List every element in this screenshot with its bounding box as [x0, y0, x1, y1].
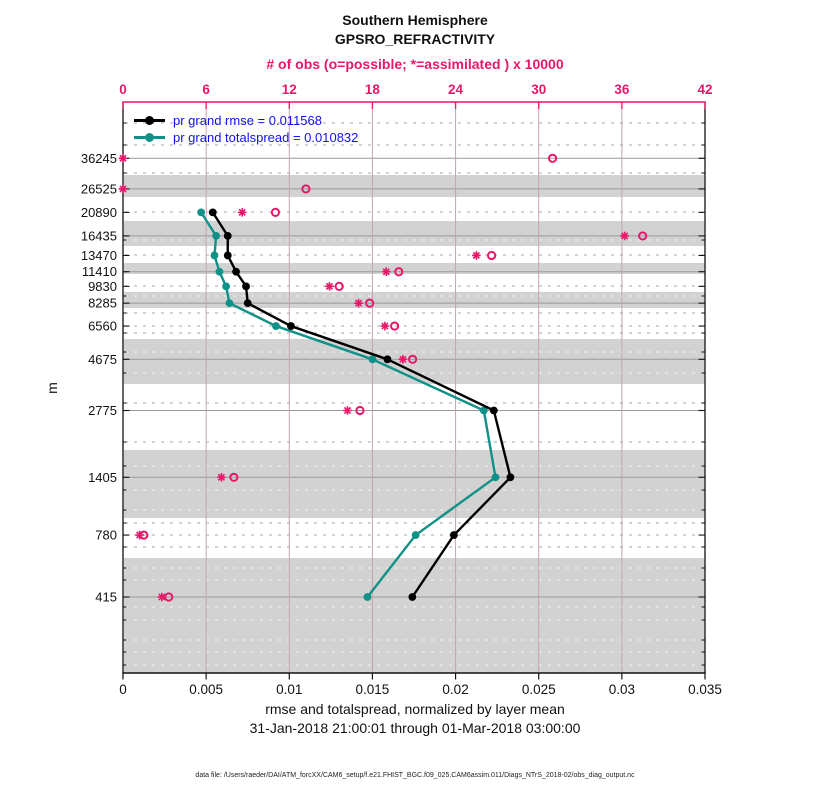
x-tick-label: 0.035: [688, 682, 722, 697]
rmse-point-marker: [490, 407, 498, 415]
rmse-point-marker: [224, 252, 232, 260]
spread-point-marker: [272, 322, 280, 330]
data-file-path: data file: /Users/raeder/DAI/ATM_forcXX/CAM6_setup/f.e21.FHIST_BGC.f09_025.CAM6assim.011/Diags_NTrS_2018-02/obs_diag_output.nc: [195, 772, 635, 779]
obs-assimilated-marker: [238, 208, 247, 217]
y-tick-label: 6560: [88, 318, 117, 334]
rmse-point-marker: [224, 232, 232, 240]
x-tick-label: 0: [119, 682, 127, 697]
top-tick-label: 36: [614, 82, 630, 97]
y-tick-label: 8285: [88, 295, 117, 311]
obs-assimilated-marker: [399, 355, 408, 364]
top-tick-label: 42: [697, 82, 713, 97]
legend-item-rmse: [134, 112, 358, 129]
rmse-point-marker: [242, 282, 250, 290]
rmse-point-marker: [232, 268, 240, 276]
spread-point-marker: [492, 473, 500, 481]
obs-assimilated-marker: [354, 299, 363, 308]
y-tick-label: 36245: [80, 150, 117, 166]
top-tick-label: 18: [364, 82, 380, 97]
rmse-line-swatch-icon: [134, 119, 165, 122]
y-tick-label: 26525: [80, 181, 117, 197]
y-tick-label: 415: [95, 589, 117, 605]
y-tick-label: 16435: [80, 228, 117, 244]
obs-assimilated-marker: [620, 232, 629, 241]
rmse-point-marker: [383, 355, 391, 363]
layer-shading-band: [124, 175, 705, 197]
x-tick-label: 0.005: [189, 682, 224, 697]
rmse-point-marker: [244, 299, 252, 307]
top-tick-label: 24: [448, 82, 464, 97]
spread-point-marker: [216, 268, 224, 276]
spread-point-marker: [412, 531, 420, 539]
obs-assimilated-marker: [158, 593, 167, 602]
x-tick-label: 0.015: [355, 682, 390, 697]
spread-point-marker: [364, 593, 372, 601]
rmse-point-marker: [209, 208, 217, 216]
obs-assimilated-marker: [325, 282, 334, 291]
chart-subtitle: GPSRO_REFRACTIVITY: [334, 31, 496, 47]
y-tick-label: 20890: [80, 204, 117, 220]
obs-assimilated-marker: [119, 154, 128, 163]
rmse-point-marker: [450, 531, 458, 539]
layer-shading-band: [124, 221, 705, 246]
layer-shading-band: [124, 450, 705, 518]
x-tick-label: 0.01: [276, 682, 303, 697]
obs-assimilated-marker: [382, 267, 391, 276]
y-tick-label: 13470: [80, 247, 117, 263]
obs-assimilated-marker: [119, 185, 128, 194]
spread-line-swatch-icon: [134, 136, 165, 139]
layer-shading-band: [124, 292, 705, 308]
spread-point-marker: [222, 282, 230, 290]
top-tick-label: 12: [281, 82, 297, 97]
x-tick-label: 0.025: [521, 682, 556, 697]
legend-spread-label: pr grand totalspread = 0.010832: [173, 130, 359, 145]
y-tick-label: 2775: [88, 403, 117, 419]
y-axis-label: m: [43, 382, 60, 394]
rmse-point-marker: [287, 322, 295, 330]
spread-point-marker: [212, 232, 220, 240]
rmse-point-marker: [507, 473, 515, 481]
spread-point-marker: [211, 252, 219, 260]
spread-point-marker: [197, 208, 205, 216]
rmse-point-marker: [408, 593, 416, 601]
obs-assimilated-marker: [472, 251, 481, 260]
obs-assimilated-marker: [135, 531, 144, 540]
obs-possible-marker: [272, 209, 279, 216]
x-axis-label: rmse and totalspread, normalized by layer mean: [265, 701, 565, 717]
x-tick-label: 0.03: [608, 682, 635, 697]
top-axis-label: # of obs (o=possible; *=assimilated ) x 10000: [266, 56, 564, 72]
y-tick-label: 780: [95, 527, 117, 543]
top-tick-label: 30: [531, 82, 547, 97]
obs-assimilated-marker: [381, 322, 390, 331]
y-tick-label: 1405: [88, 469, 117, 485]
layer-shading-band: [124, 263, 705, 274]
spread-point-marker: [226, 299, 234, 307]
spread-point-marker: [369, 355, 377, 363]
legend-rmse-label: pr grand rmse = 0.011568: [173, 113, 322, 128]
obs-assimilated-marker: [343, 406, 352, 415]
date-range-label: 31-Jan-2018 21:00:01 through 01-Mar-2018 03:00:00: [249, 720, 581, 736]
y-tick-label: 4675: [88, 351, 117, 367]
x-tick-label: 0.02: [442, 682, 469, 697]
top-tick-label: 0: [119, 82, 127, 97]
chart-title: Southern Hemisphere: [342, 12, 488, 28]
y-tick-label: 9830: [88, 278, 117, 294]
legend-item-spread: [134, 129, 358, 146]
legend: [134, 112, 358, 146]
y-tick-label: 11410: [81, 264, 117, 280]
layer-shading-band: [124, 558, 705, 673]
obs-assimilated-marker: [217, 473, 226, 482]
top-tick-label: 6: [202, 82, 210, 97]
